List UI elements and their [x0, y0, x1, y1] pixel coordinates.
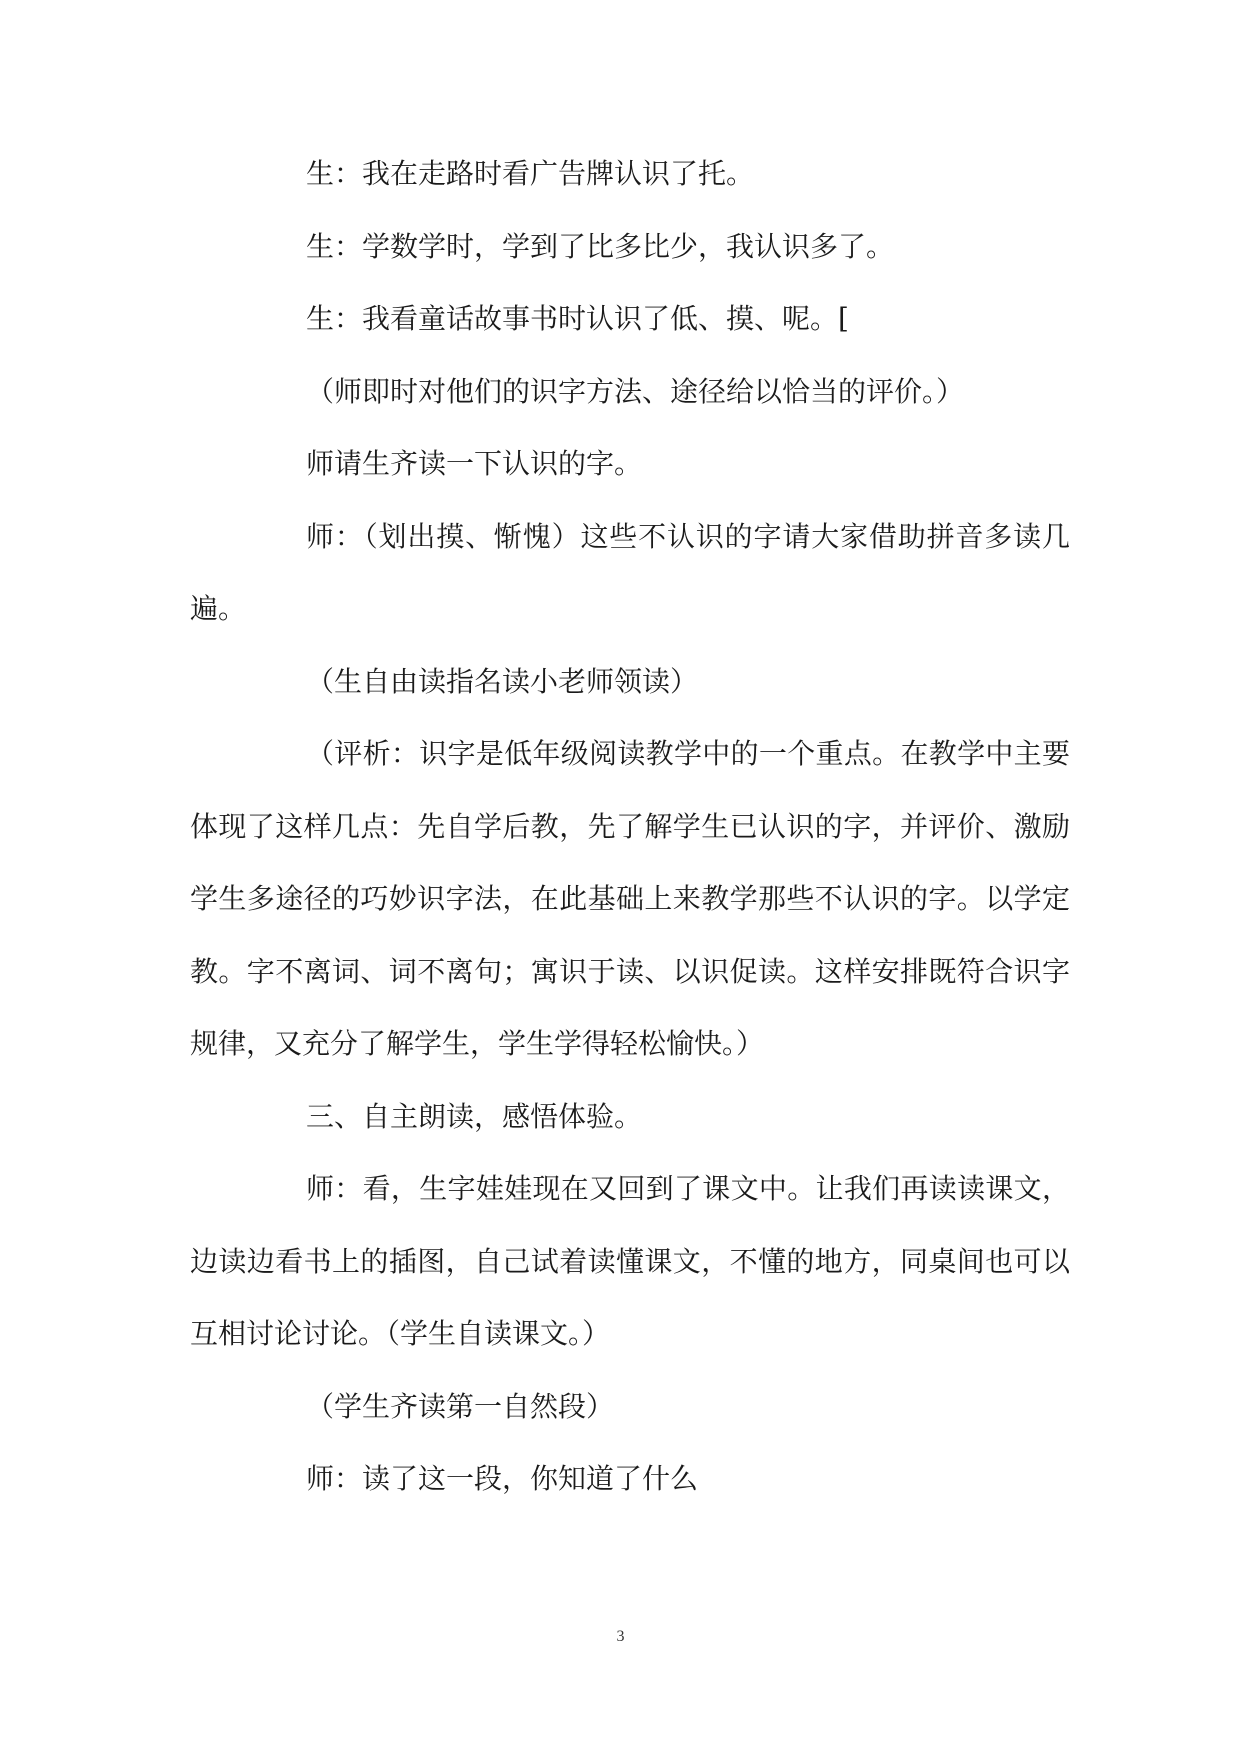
paragraph: 生：我看童话故事书时认识了低、摸、呢。[	[306, 302, 849, 335]
paragraph: 三、自主朗读，感悟体验。	[306, 1099, 643, 1133]
paragraph: 生：我在走路时看广告牌认识了托。	[306, 157, 755, 190]
paragraph: （评析：识字是低年级阅读教学中的一个重点。在教学中主要体现了这样几点：先自学后教，先了解学生已认识的字，并评价、激励学生多途径的巧妙识字法，在此基础上来教学那些不认识的字。以学定教。字不离词、词不离句；寓识于读、以识促读。这样安排既符合识字规律，又充分了解学生，学生学得轻松愉快。）	[190, 737, 1070, 1060]
paragraph: （学生齐读第一自然段）	[306, 1389, 615, 1423]
paragraph: 师：读了这一段，你知道了什么	[306, 1462, 699, 1495]
paragraph: 师：看，生字娃娃现在又回到了课文中。让我们再读读课文，边读边看书上的插图，自己试着读懂课文，不懂的地方，同桌间也可以互相讨论讨论。（学生自读课文。）	[190, 1172, 1070, 1350]
paragraph: （生自由读指名读小老师领读）	[306, 664, 699, 698]
paragraph: 生：学数学时，学到了比多比少，我认识多了。	[306, 229, 895, 263]
page-number: 3	[616, 1628, 625, 1645]
body-text	[190, 138, 1070, 1516]
paragraph: 师：（划出摸、惭愧）这些不认识的字请大家借助拼音多读几遍。	[190, 519, 1070, 625]
paragraph: 师请生齐读一下认识的字。	[306, 447, 643, 480]
paragraph: （师即时对他们的识字方法、途径给以恰当的评价。）	[306, 374, 965, 408]
